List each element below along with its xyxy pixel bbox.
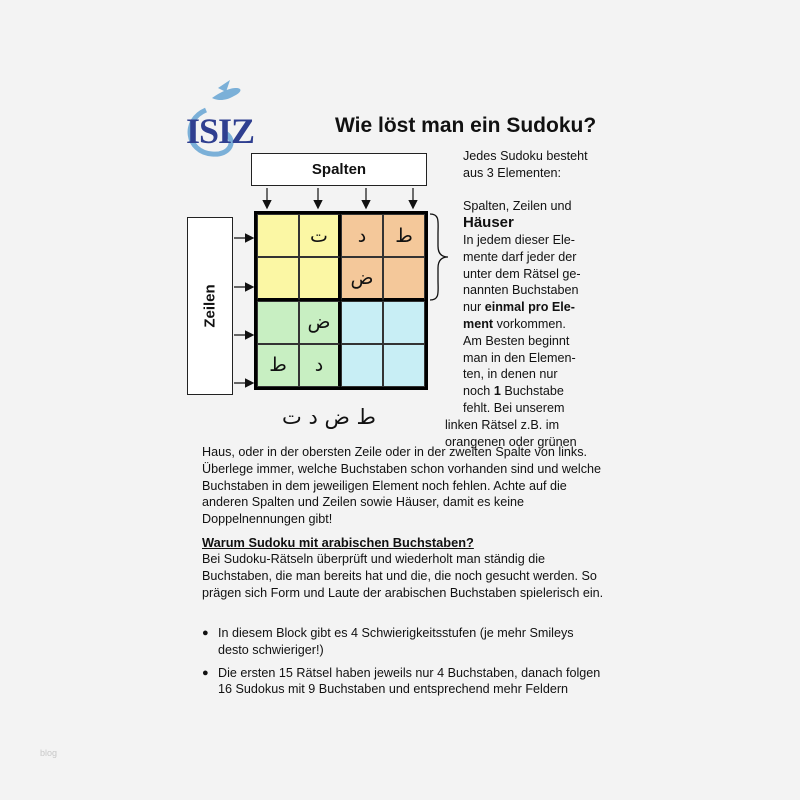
grid-cell: ط — [257, 344, 299, 387]
body-paragraph-1: Haus, oder in der obersten Zeile oder in der zweiten Spalte von links. Überlege immer, welche Buchstaben schon vorhanden sind und welche Buchstaben in dem jeweiligen Element noch fehlen. Achte auf die anderen Spalten und Zeilen sowie Häuser, damit es keine Doppelnennungen gibt! — [202, 445, 602, 527]
grid-cell — [257, 214, 299, 257]
rows-label: Zeilen — [201, 284, 219, 328]
grid-cell — [257, 257, 299, 300]
grid-cell: ض — [341, 257, 383, 300]
grid-cell: د — [341, 214, 383, 257]
sudoku-grid — [254, 211, 428, 390]
columns-label: Spalten — [311, 161, 367, 178]
grid-cell — [383, 257, 425, 300]
logo-text: ISIZ — [186, 111, 255, 151]
grid-cell — [341, 301, 383, 344]
columns-label-box — [251, 153, 427, 186]
watermark: blog — [40, 748, 58, 758]
grid-cell — [383, 344, 425, 387]
letters-legend: ط ض د ت — [282, 405, 376, 429]
section-heading: Warum Sudoku mit arabischen Buchstaben? — [202, 535, 474, 550]
grid-cell — [257, 301, 299, 344]
grid-cell — [299, 257, 341, 300]
curly-brace-icon — [428, 212, 452, 302]
list-item: ● In diesem Block gibt es 4 Schwierigkeitsstufen (je mehr Smileys desto schwieriger!) — [202, 625, 607, 659]
isiz-logo — [172, 80, 267, 158]
grid-cell: ط — [383, 214, 425, 257]
page-title: Wie löst man ein Sudoku? — [335, 114, 597, 137]
bullet-list — [202, 625, 607, 704]
grid-cell: د — [299, 344, 341, 387]
body-paragraph-2: Bei Sudoku-Rätseln überprüft und wiederholt man ständig die Buchstaben, die man bereits hat und die, die noch gesucht werden. So prägen sich Form und Laute der arabischen Buchstaben spielerisch ein. — [202, 552, 604, 600]
grid-cell — [341, 344, 383, 387]
rows-label-box — [187, 217, 233, 395]
side-text: Jedes Sudoku besteht aus 3 Elementen: Spalten, Zeilen und Häuser In jedem dieser Ele- mente darf jeder der unter dem Rätsel ge- nannten Buchstaben nur einmal pro Ele- ment vorkommen. Am Besten beginnt man in den Elemen- ten, in denen nur noch 1 Buchstabe fehlt. Bei unserem linken Rätsel z.B. im orangenen oder grünen — [445, 149, 588, 449]
list-item: ● Die ersten 15 Rätsel haben jeweils nur 4 Buchstaben, danach folgen 16 Sudokus mit 9 Buchstaben und entsprechend mehr Feldern — [202, 665, 607, 699]
grid-cell: ت — [299, 214, 341, 257]
grid-cell — [383, 301, 425, 344]
grid-cell: ض — [299, 301, 341, 344]
